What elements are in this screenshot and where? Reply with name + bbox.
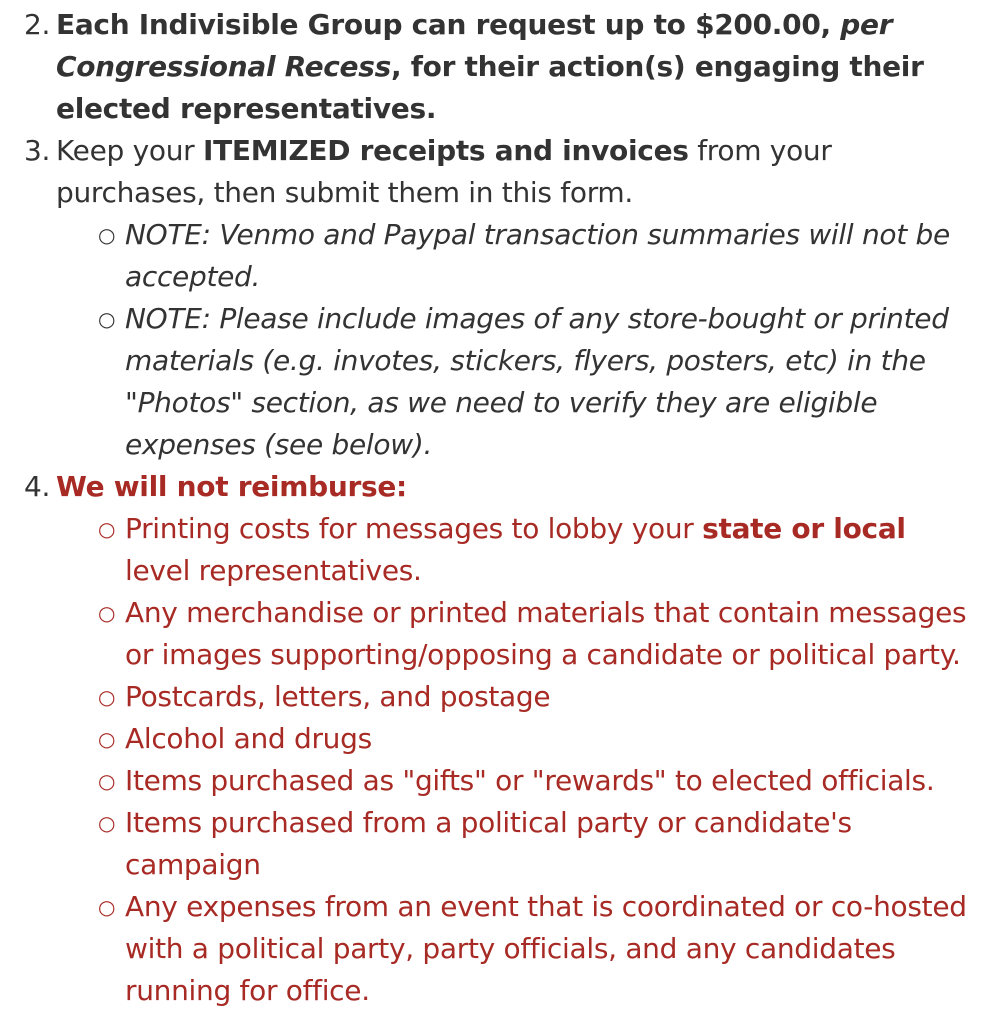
rule-number: 3. [24, 134, 51, 167]
exclusion-text: Postcards, letters, and postage [125, 680, 551, 713]
note-item [56, 214, 975, 298]
rule-text-part: Keep your [56, 134, 203, 167]
hollow-bullet-icon: ○ [98, 517, 116, 541]
note-text: NOTE: Venmo and Paypal transaction summaries will not be accepted. [125, 218, 950, 293]
hollow-bullet-icon: ○ [98, 223, 116, 247]
exclusion-text: Alcohol and drugs [125, 722, 372, 755]
note-item [56, 298, 975, 466]
hollow-bullet-icon: ○ [98, 685, 116, 709]
exclusions-heading: We will not reimburse: [56, 470, 407, 503]
rule-text-part: from your purchases, then submit them in this form. [56, 134, 832, 209]
hollow-bullet-icon: ○ [98, 895, 116, 919]
exclusion-item [56, 676, 975, 718]
rule-item-3 [0, 130, 971, 466]
notes-list [56, 214, 971, 466]
exclusion-text: Items purchased as "gifts" or "rewards" to elected officials. [125, 764, 935, 797]
exclusion-text [125, 512, 906, 587]
exclusion-text-emphasis: state or local [702, 512, 906, 545]
exclusion-item [56, 592, 975, 676]
rule-text-emphasis: ITEMIZED receipts and invoices [202, 134, 689, 167]
hollow-bullet-icon: ○ [98, 811, 116, 835]
rule-text [56, 130, 971, 214]
exclusion-text: Items purchased from a political party or candidate's campaign [125, 806, 852, 881]
exclusion-item [56, 886, 975, 1012]
note-text: NOTE: Please include images of any store-bought or printed materials (e.g. invotes, stickers, flyers, posters, etc) in the "Photos" section, as we need to verify they are eligible expenses (see below). [125, 302, 949, 461]
exclusion-text: Any expenses from an event that is coordinated or co-hosted with a political party, party officials, and any candidates running for office. [125, 890, 967, 1007]
rule-number: 4. [24, 470, 51, 503]
exclusion-item [56, 508, 975, 592]
rule-item-2 [0, 4, 971, 130]
rule-text-emphasis: per Congressional Recess [56, 8, 893, 83]
exclusion-item [56, 718, 975, 760]
hollow-bullet-icon: ○ [98, 307, 116, 331]
exclusion-text: Any merchandise or printed materials that contain messages or images supporting/opposing a candidate or political party. [125, 596, 967, 671]
exclusion-item [56, 760, 975, 802]
rule-text-part: , for their action(s) engaging their elected representatives. [56, 50, 924, 125]
rule-item-4 [0, 466, 971, 1012]
hollow-bullet-icon: ○ [98, 727, 116, 751]
exclusion-text-part: level representatives. [125, 554, 422, 587]
hollow-bullet-icon: ○ [98, 769, 116, 793]
exclusions-list [56, 508, 971, 1012]
hollow-bullet-icon: ○ [98, 601, 116, 625]
exclusion-text-part: Printing costs for messages to lobby your [125, 512, 703, 545]
rule-number: 2. [24, 8, 51, 41]
rule-text-part: Each Indivisible Group can request up to $200.00, [56, 8, 841, 41]
exclusion-item [56, 802, 975, 886]
rule-text [56, 4, 971, 130]
